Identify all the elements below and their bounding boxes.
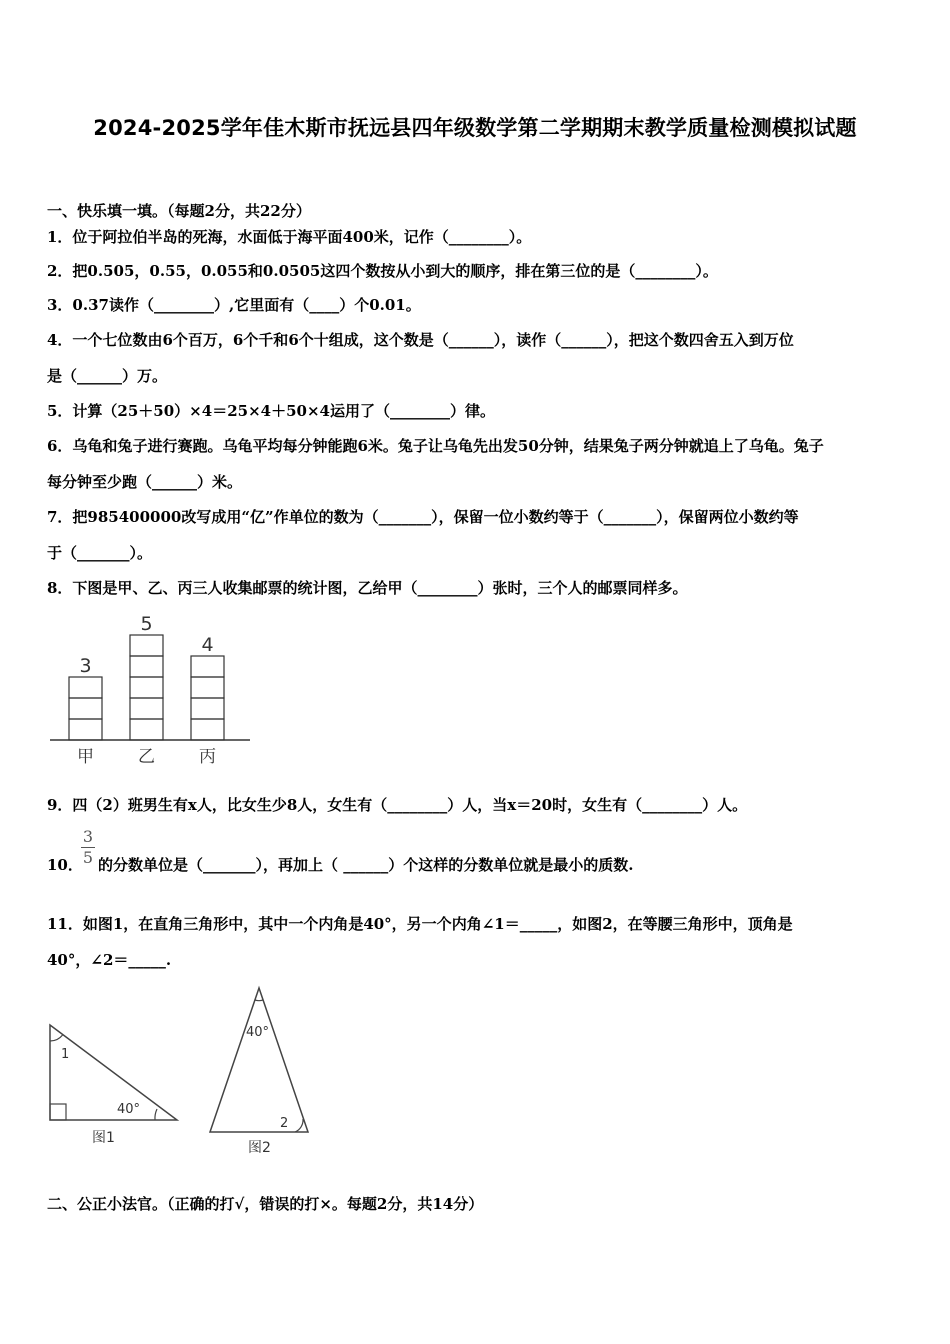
question-5: 5．计算（25＋50）×4＝25×4＋50×4运用了（________）律。 xyxy=(47,402,495,420)
bar-unit-乙-4 xyxy=(130,656,163,677)
question-6-line-1: 6．乌龟和兔子进行赛跑。乌龟平均每分钟能跑6米。兔子让乌龟先出发50分钟，结果兔子两分钟就追上了乌龟。兔子 xyxy=(47,437,824,455)
angle-2-arc xyxy=(295,1119,303,1132)
bar-unit-丙-1 xyxy=(191,719,224,740)
question-10-label: 10． xyxy=(47,856,83,874)
question-7-line-1: 7．把985400000改写成用“亿”作单位的数为（_______），保留一位小数约等于（_______），保留两位小数约等 xyxy=(47,508,799,526)
question-11-line-2: 40°，∠2＝_____. xyxy=(47,951,172,969)
angle-1-arc xyxy=(50,1035,63,1041)
question-9: 9．四（2）班男生有x人，比女生少8人，女生有（________）人，当x＝20时，女生有（________）人。 xyxy=(47,796,748,814)
figure-1-caption: 图1 xyxy=(92,1130,115,1146)
question-7-line-2: 于（_______）。 xyxy=(47,544,153,562)
question-1: 1．位于阿拉伯半岛的死海，水面低于海平面400米，记作（________）。 xyxy=(47,228,532,246)
bar-value-label-丙: 4 xyxy=(201,634,214,656)
question-4-line-1: 4．一个七位数由6个百万，6个千和6个十组成，这个数是（______），读作（______），把这个数四舍五入到万位 xyxy=(47,331,794,349)
bar-unit-甲-1 xyxy=(69,719,102,740)
bar-value-label-甲: 3 xyxy=(79,655,92,677)
bar-unit-乙-3 xyxy=(130,677,163,698)
bar-unit-甲-3 xyxy=(69,677,102,698)
fraction-three-fifths xyxy=(80,828,96,867)
bar-unit-乙-5 xyxy=(130,635,163,656)
bar-unit-丙-2 xyxy=(191,698,224,719)
question-11-line-1: 11．如图1，在直角三角形中，其中一个内角是40°，另一个内角∠1＝_____，如图2，在等腰三角形中，顶角是 xyxy=(47,915,793,933)
page-title: 2024-2025学年佳木斯市抚远县四年级数学第二学期期末教学质量检测模拟试题 xyxy=(93,116,857,140)
question-2: 2．把0.505，0.55，0.055和0.0505这四个数按从小到大的顺序，排在第三位的是（________）。 xyxy=(47,262,718,280)
triangle-2-outline xyxy=(210,988,308,1132)
question-3: 3．0.37读作（________）,它里面有（____）个0.01。 xyxy=(47,296,421,314)
bar-unit-丙-3 xyxy=(191,677,224,698)
question-6-line-2: 每分钟至少跑（______）米。 xyxy=(47,473,243,491)
bar-unit-丙-4 xyxy=(191,656,224,677)
question-8: 8．下图是甲、乙、丙三人收集邮票的统计图，乙给甲（________）张时，三个人的邮票同样多。 xyxy=(47,579,688,597)
angle-40-arc xyxy=(155,1109,157,1120)
right-angle-mark xyxy=(50,1104,66,1120)
apex-angle-label: 40° xyxy=(246,1025,270,1040)
category-label-甲: 甲 xyxy=(77,747,94,767)
stamp-bar-chart xyxy=(40,606,270,778)
apex-angle-arc xyxy=(255,1000,263,1001)
category-label-丙: 丙 xyxy=(199,747,216,767)
figure-2-isosceles-triangle xyxy=(200,980,320,1160)
bar-value-label-乙: 5 xyxy=(140,613,153,635)
bar-unit-甲-2 xyxy=(69,698,102,719)
triangle-1-outline xyxy=(50,1025,177,1120)
question-10-text: 的分数单位是（_______），再加上（ ______）个这样的分数单位就是最小的质数. xyxy=(98,856,634,874)
section-1-heading: 一、快乐填一填。（每题2分，共22分） xyxy=(47,202,311,220)
angle-40-label: 40° xyxy=(117,1102,141,1117)
angle-1-label: 1 xyxy=(61,1047,70,1062)
bar-unit-乙-2 xyxy=(130,698,163,719)
figure-2-caption: 图2 xyxy=(248,1140,271,1156)
fraction-numerator: 3 xyxy=(82,827,94,846)
figure-1-right-triangle xyxy=(40,1015,190,1155)
fraction-denominator: 5 xyxy=(82,848,94,867)
angle-2-label: 2 xyxy=(280,1116,289,1131)
section-2-heading: 二、公正小法官。（正确的打√，错误的打×。每题2分，共14分） xyxy=(47,1195,484,1213)
question-4-line-2: 是（______）万。 xyxy=(47,367,168,385)
bar-unit-乙-1 xyxy=(130,719,163,740)
category-label-乙: 乙 xyxy=(138,747,155,767)
